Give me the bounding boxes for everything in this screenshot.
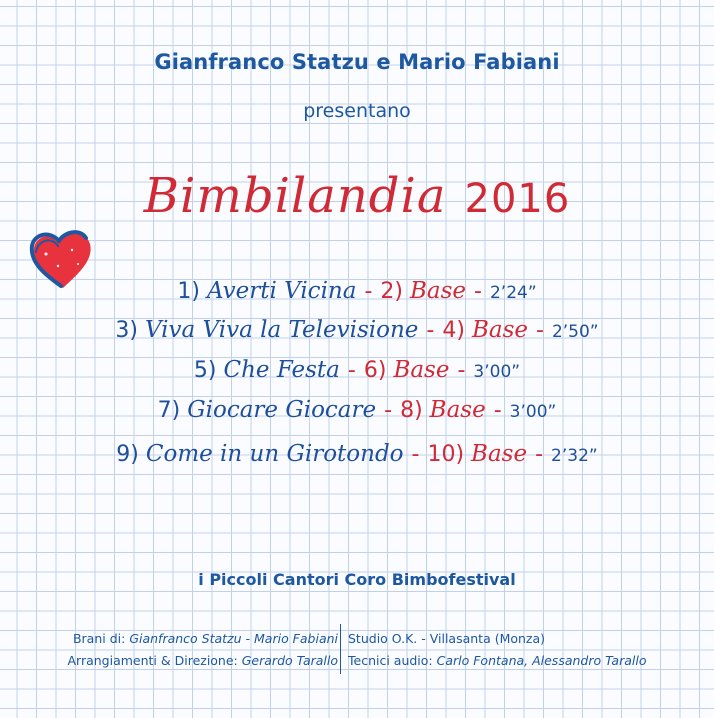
base-label: Base — [471, 441, 528, 467]
separator-dash: - — [493, 398, 502, 423]
base-label: Base — [471, 317, 528, 343]
track-duration: 2’32” — [551, 446, 598, 466]
credit-songs-value: Gianfranco Statzu - Mario Fabiani — [129, 631, 338, 646]
track-base — [364, 358, 450, 383]
track-duration: 2’24” — [489, 283, 537, 303]
track-base — [442, 318, 528, 343]
credits-divider — [340, 624, 341, 674]
presents-text: presentano — [303, 100, 411, 122]
album-title-year: 2016 — [464, 176, 571, 222]
base-label: Base — [393, 357, 450, 383]
credits-right — [348, 628, 647, 672]
track-row — [0, 278, 714, 304]
track-base — [427, 442, 527, 467]
track-name: Viva Viva la Televisione — [144, 317, 419, 343]
track-number: 1) — [177, 279, 200, 304]
track-row — [0, 441, 714, 467]
track-duration: 3’00” — [473, 362, 521, 382]
track-duration: 2’50” — [551, 322, 599, 342]
base-label: Base — [410, 278, 467, 304]
credit-tech-label: Tecnici audio: — [348, 653, 433, 668]
track-row — [0, 357, 714, 383]
separator-dash: - — [411, 442, 420, 467]
album-title — [0, 168, 714, 224]
base-number: 8) — [400, 398, 423, 423]
credit-tech — [348, 650, 647, 672]
base-label: Base — [429, 397, 486, 423]
track-number: 3) — [115, 318, 138, 343]
separator-dash: - — [364, 279, 373, 304]
track-number: 7) — [157, 398, 181, 423]
track-number: 5) — [193, 358, 217, 383]
base-number: 6) — [363, 358, 387, 383]
track-name: Che Festa — [223, 357, 340, 383]
separator-dash: - — [426, 318, 435, 343]
track-name: Averti Vicina — [206, 278, 357, 304]
choir-name: i Piccoli Cantori Coro Bimbofestival — [198, 570, 516, 589]
base-number: 10) — [427, 442, 465, 467]
base-number: 4) — [442, 318, 465, 343]
credit-songs — [67, 628, 338, 650]
credit-tech-value: Carlo Fontana, Alessandro Tarallo — [436, 653, 647, 668]
track-base — [400, 398, 486, 423]
track-row — [0, 397, 714, 423]
track-base — [380, 279, 466, 304]
credit-arrangement — [67, 650, 338, 672]
separator-dash: - — [474, 279, 482, 304]
track-row — [0, 317, 714, 343]
credits-left — [67, 628, 338, 672]
track-name: Giocare Giocare — [187, 397, 377, 423]
credit-studio: Studio O.K. - Villasanta (Monza) — [348, 631, 546, 646]
separator-dash: - — [536, 318, 544, 343]
credit-arrangement-label: Arrangiamenti & Direzione: — [67, 653, 238, 668]
credit-arrangement-value: Gerardo Tarallo — [241, 653, 338, 668]
separator-dash: - — [384, 398, 393, 423]
base-number: 2) — [380, 279, 403, 304]
track-number: 9) — [116, 442, 139, 467]
separator-dash: - — [347, 358, 356, 383]
separator-dash: - — [535, 442, 544, 467]
album-title-name: Bimbilandia — [143, 168, 447, 224]
authors-heading: Gianfranco Statzu e Mario Fabiani — [154, 50, 560, 74]
track-name: Come in un Girotondo — [145, 441, 404, 467]
track-duration: 3’00” — [509, 402, 557, 422]
credit-songs-label: Brani di: — [72, 631, 126, 646]
separator-dash: - — [457, 358, 466, 383]
